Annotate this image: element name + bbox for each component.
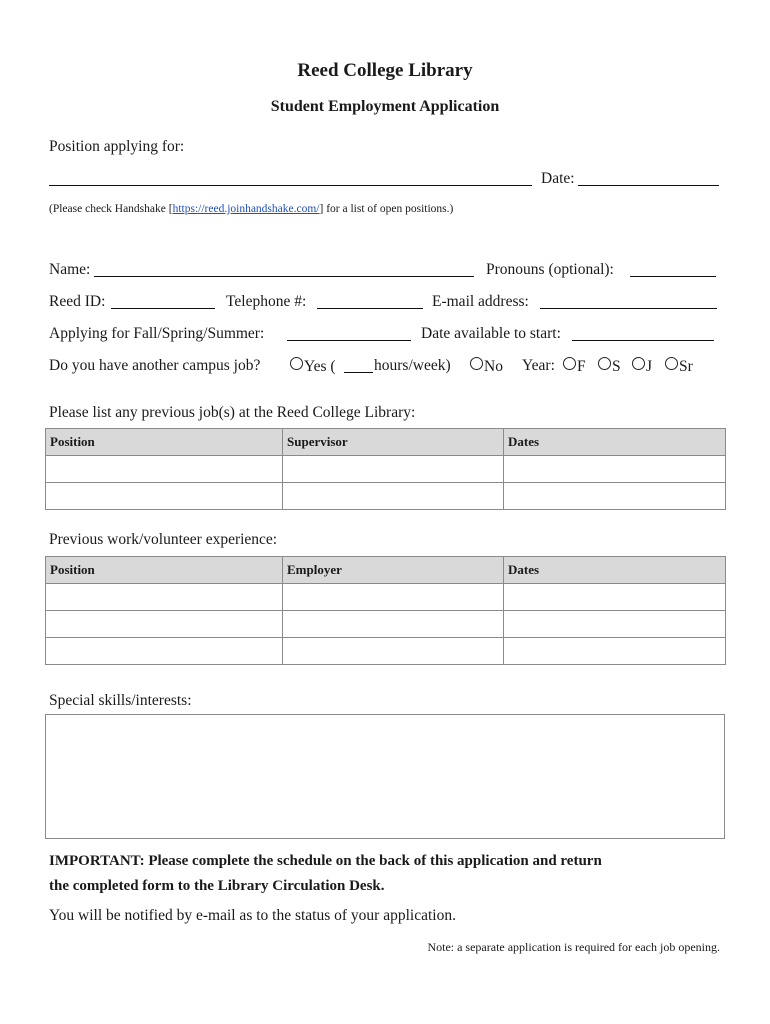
table-cell[interactable] [283, 456, 504, 483]
year-sr-label: Sr [679, 358, 693, 375]
skills-textbox[interactable] [45, 714, 725, 839]
table-header-row [46, 429, 726, 456]
no-label: No [484, 358, 503, 375]
telephone-field[interactable] [317, 308, 423, 309]
position-label: Position applying for: [49, 138, 185, 155]
date-available-field[interactable] [572, 340, 714, 341]
yes-label: Yes ( [304, 358, 336, 375]
reed-id-label: Reed ID: [49, 293, 106, 310]
name-field[interactable] [94, 276, 474, 277]
telephone-label: Telephone #: [226, 293, 307, 310]
year-label: Year: [522, 357, 555, 374]
table-cell[interactable] [46, 456, 283, 483]
table-row [46, 584, 726, 611]
table-header-row [46, 557, 726, 584]
skills-label: Special skills/interests: [49, 692, 192, 709]
table-row [46, 638, 726, 665]
year-f-radio[interactable] [563, 357, 576, 370]
table-cell[interactable] [283, 584, 504, 611]
table-cell[interactable] [283, 483, 504, 510]
column-header: Employer [283, 557, 504, 584]
applying-for-label: Applying for Fall/Spring/Summer: [49, 325, 265, 342]
important-line-2: the completed form to the Library Circulation Desk. [49, 878, 385, 894]
column-header: Dates [504, 429, 726, 456]
table-row [46, 456, 726, 483]
pronouns-label: Pronouns (optional): [486, 261, 614, 278]
library-jobs-table [45, 428, 726, 510]
applying-for-field[interactable] [287, 340, 411, 341]
column-header: Supervisor [283, 429, 504, 456]
hours-field[interactable] [344, 372, 373, 373]
important-line-1: IMPORTANT: Please complete the schedule on the back of this application and return [49, 853, 602, 869]
campus-job-question: Do you have another campus job? [49, 357, 261, 374]
hours-label: hours/week) [374, 357, 451, 374]
date-field[interactable] [578, 185, 719, 186]
handshake-note-suffix: ] for a list of open positions.) [319, 203, 454, 215]
year-option-f [563, 357, 586, 376]
date-label: Date: [541, 170, 575, 187]
table-row [46, 611, 726, 638]
year-sr-radio[interactable] [665, 357, 678, 370]
campus-job-yes [290, 357, 336, 376]
table-cell[interactable] [46, 483, 283, 510]
reed-id-field[interactable] [111, 308, 215, 309]
page-title: Reed College Library [297, 60, 473, 81]
separate-application-note: Note: a separate application is required for each job opening. [427, 940, 720, 954]
column-header: Dates [504, 557, 726, 584]
position-field[interactable] [49, 185, 532, 186]
pronouns-field[interactable] [630, 276, 716, 277]
important-notice [49, 849, 602, 899]
notification-text: You will be notified by e-mail as to the status of your application. [49, 907, 456, 924]
table-cell[interactable] [46, 638, 283, 665]
campus-job-no [470, 357, 503, 376]
library-jobs-label: Please list any previous job(s) at the Reed College Library: [49, 404, 416, 421]
year-s-label: S [612, 358, 621, 375]
table-cell[interactable] [283, 638, 504, 665]
work-experience-label: Previous work/volunteer experience: [49, 531, 278, 548]
table-row [46, 483, 726, 510]
email-label: E-mail address: [432, 293, 529, 310]
page-subtitle: Student Employment Application [270, 98, 500, 115]
column-header: Position [46, 557, 283, 584]
year-j-label: J [646, 358, 653, 375]
year-option-sr [665, 357, 693, 376]
no-radio[interactable] [470, 357, 483, 370]
handshake-link[interactable]: https://reed.joinhandshake.com/ [172, 203, 320, 215]
handshake-note [49, 203, 453, 215]
year-f-label: F [577, 358, 586, 375]
name-label: Name: [49, 261, 91, 278]
table-cell[interactable] [283, 611, 504, 638]
table-cell[interactable] [504, 638, 726, 665]
year-s-radio[interactable] [598, 357, 611, 370]
year-option-s [598, 357, 621, 376]
date-available-label: Date available to start: [421, 325, 561, 342]
table-cell[interactable] [46, 611, 283, 638]
table-cell[interactable] [46, 584, 283, 611]
table-cell[interactable] [504, 456, 726, 483]
handshake-note-prefix: (Please check Handshake [ [49, 203, 173, 215]
column-header: Position [46, 429, 283, 456]
table-cell[interactable] [504, 611, 726, 638]
work-experience-table [45, 556, 726, 665]
table-cell[interactable] [504, 584, 726, 611]
year-option-j [632, 357, 652, 376]
email-field[interactable] [540, 308, 717, 309]
yes-radio[interactable] [290, 357, 303, 370]
table-cell[interactable] [504, 483, 726, 510]
year-j-radio[interactable] [632, 357, 645, 370]
